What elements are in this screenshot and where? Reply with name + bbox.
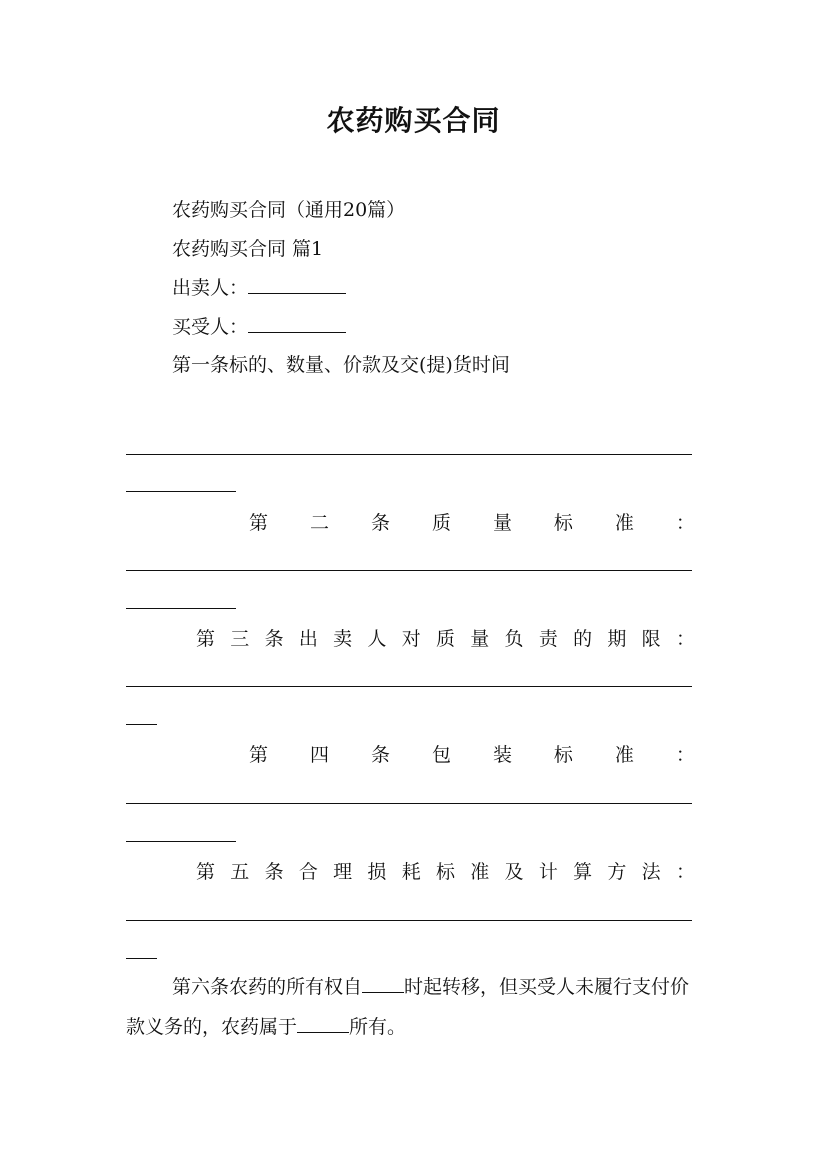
clause-5-char: 条: [264, 861, 284, 883]
clause-2-char: 第: [249, 512, 269, 534]
clause-2-fill-line-end: [126, 608, 236, 609]
clause-5-char: 及: [504, 861, 524, 883]
clause-3-char: 卖: [333, 628, 353, 650]
clause-6-part-1: 第六条农药的所有权自: [172, 976, 363, 998]
clause-5-char: 计: [538, 861, 558, 883]
clause-6-blank-2: [297, 1014, 349, 1033]
clause-4-char: 第: [249, 744, 269, 766]
clause-4-char: 标: [553, 744, 573, 766]
clause-3-char: 责: [538, 628, 558, 650]
clause-1-fill-line-end: [126, 491, 236, 492]
clause-2-char: 条: [370, 512, 390, 534]
clause-2-char: 准: [614, 512, 634, 534]
clause-3-char: 对: [401, 628, 421, 650]
document-subtitle: 农药购买合同（通用20篇）: [172, 199, 406, 221]
clause-5-char: ：: [675, 861, 695, 883]
clause-2-fill-line: [126, 570, 692, 571]
clause-4: [249, 741, 695, 769]
clause-5-char: 准: [470, 861, 490, 883]
clause-5-char: 损: [367, 861, 387, 883]
clause-6-part-2: 时起转移，但买受人未履行支付价款义务的，农药属于: [126, 976, 690, 1038]
clause-5-char: 算: [573, 861, 593, 883]
clause-5-char: 法: [641, 861, 661, 883]
clause-2-char: 量: [492, 512, 512, 534]
clause-4-char: 四: [309, 744, 329, 766]
clause-5-char: 方: [607, 861, 627, 883]
clause-3-fill-line: [126, 686, 692, 687]
clause-2-char: 标: [553, 512, 573, 534]
clause-3-char: 第: [196, 628, 216, 650]
clause-6: [126, 967, 706, 1047]
clause-3-char: 三: [230, 628, 250, 650]
clause-3-char: 质: [435, 628, 455, 650]
clause-2-char: 质: [431, 512, 451, 534]
clause-5-char: 五: [230, 861, 250, 883]
clause-1-fill-line: [126, 454, 692, 455]
document-title: 农药购买合同: [326, 104, 501, 137]
clause-1: 第一条标的、数量、价款及交(提)货时间: [172, 354, 510, 376]
clause-3-char: 人: [367, 628, 387, 650]
section-heading: 农药购买合同 篇1: [172, 238, 324, 260]
clause-5: [196, 858, 695, 886]
clause-4-char: 装: [492, 744, 512, 766]
clause-3-char: 负: [504, 628, 524, 650]
clause-6-blank-1: [362, 974, 404, 993]
clause-2-char: ：: [675, 512, 695, 534]
clause-5-char: 耗: [401, 861, 421, 883]
buyer-blank: [248, 314, 346, 333]
seller-line: [172, 274, 346, 302]
clause-4-char: 条: [370, 744, 390, 766]
clause-5-char: 理: [333, 861, 353, 883]
clause-5-fill-line: [126, 920, 692, 921]
clause-3-char: 限: [641, 628, 661, 650]
buyer-line: [172, 313, 346, 341]
clause-3-char: 出: [298, 628, 318, 650]
clause-3-char: 期: [607, 628, 627, 650]
seller-blank: [248, 275, 346, 294]
clause-3-char: 的: [573, 628, 593, 650]
buyer-label: 买受人：: [172, 316, 249, 338]
clause-2-char: 二: [309, 512, 329, 534]
clause-3-char: 量: [470, 628, 490, 650]
clause-3: [196, 625, 695, 653]
clause-3-fill-line-end: [126, 724, 157, 725]
clause-3-char: ：: [675, 628, 695, 650]
clause-5-char: 第: [196, 861, 216, 883]
clause-4-char: 包: [431, 744, 451, 766]
clause-4-fill-line: [126, 803, 692, 804]
clause-6-part-3: 所有。: [349, 1016, 407, 1038]
clause-4-char: ：: [675, 744, 695, 766]
clause-4-fill-line-end: [126, 841, 236, 842]
clause-4-char: 准: [614, 744, 634, 766]
clause-5-char: 合: [298, 861, 318, 883]
clause-2: [249, 509, 695, 537]
clause-5-fill-line-end: [126, 958, 157, 959]
clause-3-char: 条: [264, 628, 284, 650]
clause-5-char: 标: [435, 861, 455, 883]
seller-label: 出卖人：: [172, 277, 249, 299]
